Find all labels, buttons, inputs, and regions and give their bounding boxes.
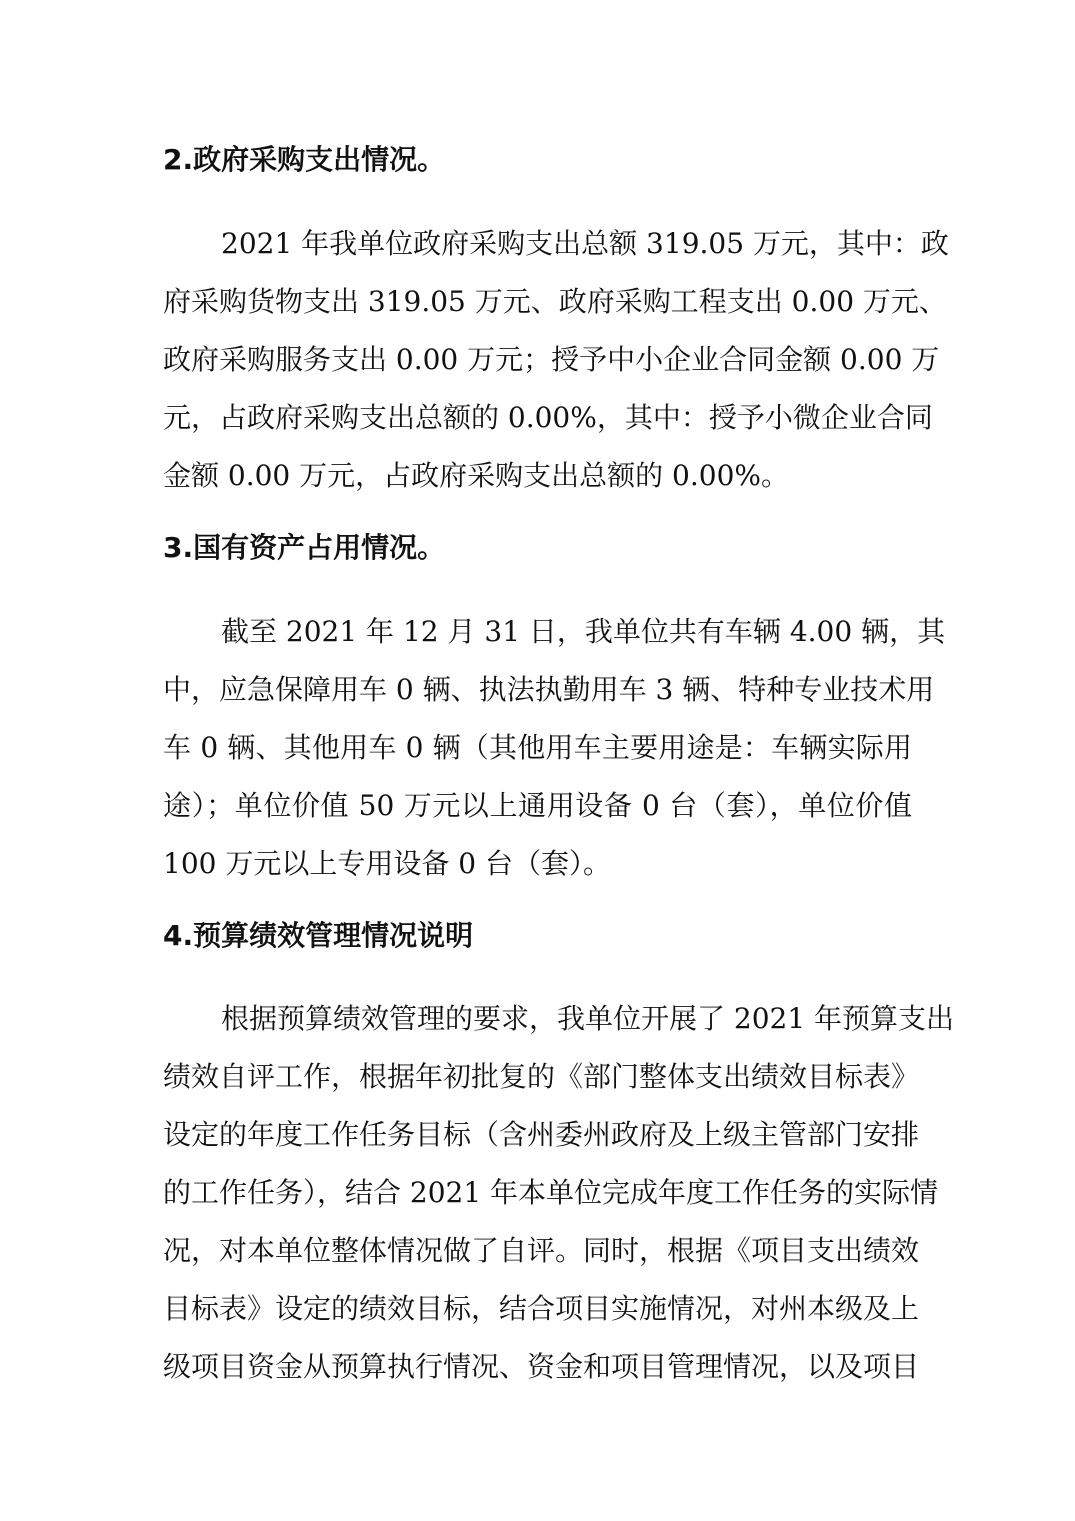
paragraph-line: 目标表》设定的绩效目标，结合项目实施情况，对州本级及上 [163, 1292, 920, 1325]
paragraph-line: 元，占政府采购支出总额的 0.00%，其中：授予小微企业合同 [163, 401, 933, 434]
paragraph-line: 中，应急保障用车 0 辆、执法执勤用车 3 辆、特种专业技术用 [163, 673, 935, 706]
paragraph-budget-performance [163, 990, 955, 1396]
paragraph-line: 2021 年我单位政府采购支出总额 319.05 万元，其中：政 [221, 227, 949, 260]
paragraph-line: 截至 2021 年 12 月 31 日，我单位共有车辆 4.00 辆，其 [221, 615, 946, 648]
paragraph-line: 绩效自评工作，根据年初批复的《部门整体支出绩效目标表》 [163, 1060, 920, 1093]
paragraph-line: 府采购货物支出 319.05 万元、政府采购工程支出 0.00 万元、 [163, 285, 947, 318]
paragraph-line: 政府采购服务支出 0.00 万元；授予中小企业合同金额 0.00 万 [163, 343, 940, 376]
paragraph-government-procurement [163, 215, 949, 505]
paragraph-line: 级项目资金从预算执行情况、资金和项目管理情况，以及项目 [163, 1350, 920, 1383]
section-heading-budget-performance: 4.预算绩效管理情况说明 [163, 919, 474, 952]
paragraph-line: 况，对本单位整体情况做了自评。同时，根据《项目支出绩效 [163, 1234, 920, 1267]
paragraph-line: 根据预算绩效管理的要求，我单位开展了 2021 年预算支出 [221, 1002, 955, 1035]
paragraph-state-assets [163, 603, 946, 893]
paragraph-line: 设定的年度工作任务目标（含州委州政府及上级主管部门安排 [163, 1118, 920, 1151]
paragraph-line: 途）；单位价值 50 万元以上通用设备 0 台（套），单位价值 [163, 789, 912, 822]
paragraph-line: 车 0 辆、其他用车 0 辆（其他用车主要用途是：车辆实际用 [163, 731, 912, 764]
paragraph-line: 的工作任务），结合 2021 年本单位完成年度工作任务的实际情 [163, 1176, 939, 1209]
section-heading-state-assets: 3.国有资产占用情况。 [163, 531, 446, 564]
section-heading-government-procurement: 2.政府采购支出情况。 [163, 143, 446, 176]
paragraph-line: 100 万元以上专用设备 0 台（套）。 [163, 847, 611, 880]
paragraph-line: 金额 0.00 万元，占政府采购支出总额的 0.00%。 [163, 459, 789, 492]
